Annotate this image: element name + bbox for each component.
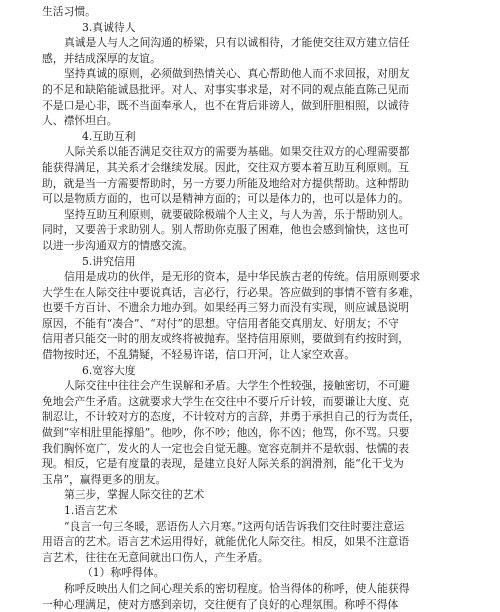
text-line: 可以是物质方面的，也可以是精神方面的；可以是体力的，也可以是体力的。 [42,192,410,206]
document-body [42,4,474,612]
section-heading: 5.讲究信用 [82,254,136,268]
text-line: 玉帛”，赢得更多的朋友。 [42,472,167,486]
text-line: 真诚是人与人之间沟通的桥梁，只有以诚相待，才能使交往双方建立信任 [64,36,410,50]
text-line: 助，就是当一方需要帮助时，另一方要力所能及地给对方提供帮助。这种帮助 [42,176,410,190]
section-heading: （1）称呼得体。 [82,566,165,580]
section-heading: 6.宽容大度 [82,363,136,377]
text-line: 用语言的艺术。语言艺术运用得好，就能优化人际交往。相反，如果不注意语 [42,535,410,549]
text-line: 人际交往中往往会产生误解和矛盾。大学生个性较强，接触密切，不可避 [64,379,410,393]
text-line: 做到“宰相肚里能撑船”。他吵，你不吵；他凶，你不凶；他骂，你不骂。只要 [42,426,410,440]
text-line: 称呼反映出人们之间心理关系的密切程度。恰当得体的称呼，使人能获得 [64,581,410,595]
text-line: 不是口是心非，既不当面奉承人，也不在背后诽谤人，做到肝胆相照，以诚待 [42,98,410,112]
text-line: “良言一句三冬暖，恶语伤人六月寒。”这两句话告诉我们交往时要注意运 [64,519,405,533]
text-line: 感，并结成深厚的友谊。 [42,51,161,65]
section-heading: 3.真诚待人 [82,20,136,34]
text-line: 制忍让，不计较对方的态度，不计较对方的言辞，并勇于承担自己的行为责任， [42,410,420,424]
text-line: 一种心理满足，使对方感到亲切，交往便有了良好的心理氛围。称呼不得体 [42,597,399,611]
text-line: 言艺术，往往在无意间就出口伤人，产生矛盾。 [42,550,269,564]
text-line: 坚持真诚的原则，必须做到热情关心、真心帮助他人而不求回报，对朋友 [64,67,410,81]
section-heading: 第三步，掌握人际交往的艺术 [64,488,205,502]
text-line: 人际关系以能否满足交往双方的需要为基础。如果交往双方的心理需要都 [64,145,410,159]
text-line: 坚持互助互利原则，就要破除极端个人主义，与人为善，乐于帮助别人。 [64,207,410,221]
text-line: 人、襟怀坦白。 [42,114,118,128]
text-line: 原因，不能有“凑合”、“对付”的思想。守信用者能交真朋友、好朋友；不守 [42,316,399,330]
text-line: 的不足和缺陷能诚恳批评。对人、对事实事求是，对不同的观点能直陈己见而 [42,82,410,96]
text-line: 我们胸怀宽广，发火的人一定也会自觉无趣。宽容克制并不是软弱、怯懦的表 [42,441,410,455]
text-line: 大学生在人际交往中要说真话，言必行，行必果。答应做到的事情不管有多难， [42,285,420,299]
text-line: 以进一步沟通双方的情感交流。 [42,238,194,252]
section-heading: 1.语言艺术 [64,504,118,517]
text-line: 信用者只能交一时的朋友或终将被抛弃。坚持信用原则，要做到有约按时到， [42,332,410,346]
text-line: 现。相反，它是有度量的表现，是建立良好人际关系的润滑剂，能“化干戈为 [42,457,404,471]
text-line: 同时，又要善于求助别人。别人帮助你克服了困难，他也会感到愉快，这也可 [42,223,410,237]
text-line: 生活习惯。 [42,5,96,18]
text-line: 信用是成功的伙伴，是无形的资本，是中华民族古老的传统。信用原则要求 [64,270,421,284]
text-line: 能获得满足，其关系才会继续发展。因此，交往双方要本着互助互利原则。互 [42,160,410,174]
text-line: 借物按时还，不乱猜疑，不轻易许诺，信口开河，让人家空欢喜。 [42,348,356,362]
section-heading: 4.互助互利 [82,129,136,143]
text-line: 免地会产生矛盾。这就要求大学生在交往中不要斤斤计较，而要谦让大度、克 [42,394,410,408]
text-line: 也要千方百计、不遗余力地办到。如果经再三努力而没有实现，则应诚恳说明 [42,301,410,315]
